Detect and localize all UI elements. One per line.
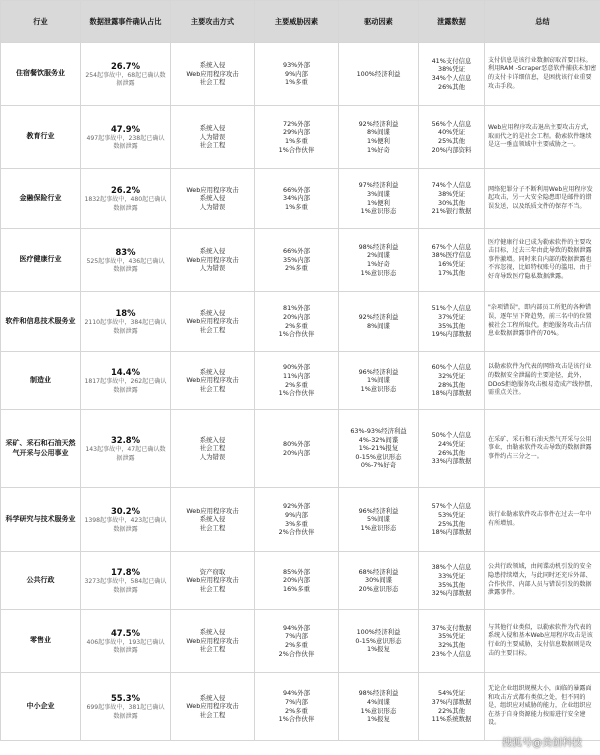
- driver-item: 30%间谍: [365, 576, 392, 585]
- breach-pct-value: 83%: [115, 246, 136, 257]
- table-row: [1, 673, 600, 741]
- threat-item: 94%外部: [283, 689, 310, 698]
- threat-item: 20%内部: [283, 448, 310, 457]
- leaked-item: 35%其他: [438, 321, 465, 330]
- attack-cell: [171, 673, 255, 741]
- attack-item: Web应用程序攻击: [186, 376, 239, 385]
- breach-pct-cell: [81, 410, 171, 488]
- threat-item: 81%外部: [283, 304, 310, 313]
- attack-item: Web应用程序攻击: [186, 69, 239, 78]
- breach-pct-note: 3273起事故中，584起已确认数据泄露: [84, 578, 167, 594]
- leaked-cell: [419, 43, 485, 106]
- summary-cell: 公共行政领域，由间谍动机引发的安全隐患持续增大，与此同时还充斥外部、合作伙伴、内部人员与错误引发的数据泄露事件。: [485, 552, 600, 610]
- leaked-item: 38%个人信息: [431, 563, 472, 572]
- leaked-item: 35%其他: [438, 580, 465, 589]
- leaked-item: 56%个人信息: [431, 119, 472, 128]
- leaked-item: 23%个人信息: [431, 649, 472, 658]
- threat-item: 1%多重: [285, 137, 308, 145]
- leaked-item: 11%系统数据: [431, 715, 472, 724]
- driver-item: 98%经济利益: [358, 242, 399, 251]
- attack-item: 社会工程: [199, 384, 226, 393]
- table-row: [1, 610, 600, 673]
- attack-item: Web应用程序攻击: [186, 702, 239, 711]
- attack-item: 系统入侵: [199, 247, 226, 256]
- driver-cell: [339, 229, 419, 292]
- table-row: [1, 488, 600, 552]
- breach-pct-cell: [81, 552, 171, 610]
- driver-cell: [339, 292, 419, 352]
- table-row: [1, 552, 600, 610]
- threat-item: 2%多重: [285, 641, 308, 649]
- threat-item: 1%多重: [285, 202, 308, 211]
- breach-pct-note: 254起事故中，68起已确认数据泄露: [85, 71, 166, 87]
- summary-cell: 医疗健康行业已成为勒索软件的主要攻击目标，过去三年由此导致的数据泄露事件激增。同时来自内部的数据泄露也不容忽视，比如特权账号的滥用、由于好奇导致医疗隐私数据泄露。: [485, 229, 600, 292]
- threat-cell: [255, 352, 339, 410]
- threat-item: 85%外部: [283, 567, 310, 576]
- driver-item: 1%报复: [367, 715, 390, 724]
- driver-item: 63%-93%经济利益: [350, 427, 407, 436]
- driver-item: 4%间谍: [367, 697, 390, 706]
- leaked-item: 22%其他: [438, 706, 465, 715]
- threat-item: 93%外部: [283, 61, 310, 70]
- breach-pct-cell: [81, 673, 171, 741]
- industry-cell: 制造业: [1, 352, 81, 410]
- driver-cell: [339, 610, 419, 673]
- threat-cell: [255, 169, 339, 229]
- breach-pct-value: 55.3%: [110, 693, 141, 704]
- industry-cell: 医疗健康行业: [1, 229, 81, 292]
- leaked-cell: [419, 552, 485, 610]
- summary-cell: 无论企业组织规模大小，面临的暴露面和攻击方式都有类似之处，但不同的是，组织应对威胁的能力，企业组织应在基于自身资源能力按需进行安全建设。: [485, 673, 600, 741]
- driver-item: 0-15%意识形态: [355, 636, 402, 645]
- leaked-item: 24%凭证: [438, 439, 465, 448]
- threat-item: 1%多重: [285, 78, 308, 87]
- leaked-item: 50%个人信息: [431, 431, 472, 440]
- industry-cell: 公共行政: [1, 552, 81, 610]
- threat-item: 2%多重: [285, 706, 308, 715]
- leaked-item: 57%个人信息: [431, 502, 472, 511]
- table-body: [1, 43, 600, 741]
- driver-item: 96%经济利益: [358, 506, 399, 515]
- threat-item: 1%合作伙伴: [278, 330, 315, 339]
- breach-pct-value: 32.8%: [110, 435, 141, 446]
- driver-item: 1%便利: [367, 198, 390, 207]
- threat-item: 35%内部: [283, 255, 310, 264]
- industry-cell: 住宿餐饮服务业: [1, 43, 81, 106]
- attack-item: 系统入侵: [199, 61, 226, 70]
- threat-item: 16%多重: [283, 584, 310, 593]
- driver-item: 1%好奇: [367, 145, 390, 154]
- leaked-item: 41%支付信息: [431, 56, 472, 65]
- leaked-item: 21%银行数据: [431, 207, 472, 216]
- threat-cell: [255, 292, 339, 352]
- breach-pct-note: 2110起事故中，384起已确认数据泄露: [84, 319, 167, 335]
- leaked-item: 25%其他: [438, 137, 465, 145]
- breach-pct-note: 1817起事故中，262起已确认数据泄露: [84, 378, 167, 394]
- leaked-item: 25%其他: [438, 519, 465, 528]
- threat-item: 3%多重: [285, 519, 308, 528]
- driver-cell: [339, 169, 419, 229]
- leaked-item: 18%内部数据: [431, 389, 472, 398]
- breach-pct-cell: [81, 352, 171, 410]
- driver-item: 92%经济利益: [358, 312, 399, 321]
- attack-item: 社会工程: [199, 523, 226, 532]
- leaked-cell: [419, 410, 485, 488]
- breach-pct-value: 30.2%: [110, 506, 141, 517]
- leaked-item: 60%个人信息: [431, 363, 472, 372]
- leaked-item: 19%内部数据: [431, 330, 472, 339]
- attack-item: 系统入侵: [199, 194, 226, 203]
- threat-item: 66%外部: [283, 185, 310, 194]
- threat-cell: [255, 43, 339, 106]
- driver-item: 5%间谍: [367, 515, 390, 524]
- attack-item: 社会工程: [199, 325, 226, 334]
- attack-item: Web应用程序攻击: [186, 185, 239, 194]
- leaked-item: 33%内部数据: [431, 457, 472, 466]
- breach-pct-value: 26.2%: [110, 185, 141, 196]
- table-row: [1, 106, 600, 169]
- leaked-item: 30%其他: [438, 198, 465, 207]
- breach-pct-note: 497起事故中，238起已确认数据泄露: [86, 134, 165, 150]
- table-row: [1, 292, 600, 352]
- leaked-cell: [419, 169, 485, 229]
- leaked-item: 33%凭证: [438, 571, 465, 580]
- driver-item: 1%意识形态: [360, 207, 397, 216]
- summary-cell: 支付信息是该行业数据窃取首要目标。利用RAM -Scraper恶意软件捕获未加密的支付卡详细信息，是困扰该行业重要攻击手段。: [485, 43, 600, 106]
- summary-cell: Web应用程序攻击退出主要攻击方式，取而代之的是社会工程。勒索软件继续是这一垂直领域中主要威胁之一。: [485, 106, 600, 169]
- leaked-item: 54%凭证: [438, 689, 465, 698]
- summary-cell: 在采矿、采石和石油天然气开采与公用事业，由勒索软件攻击导致的数据泄露事件约占三分之一。: [485, 410, 600, 488]
- attack-item: 人为错误: [199, 132, 226, 141]
- threat-item: 7%内部: [285, 697, 308, 706]
- driver-item: 2%间谍: [367, 251, 390, 260]
- breach-pct-note: 143起事故中，47起已确认数据泄露: [85, 446, 166, 462]
- driver-item: 100%经济利益: [356, 69, 401, 78]
- header-threats: 主要威胁因素: [255, 1, 339, 43]
- driver-item: 1%好奇: [367, 260, 390, 268]
- table-row: [1, 229, 600, 292]
- attack-cell: [171, 488, 255, 552]
- threat-item: 66%外部: [283, 247, 310, 256]
- driver-item: 1%意识形态: [360, 523, 397, 532]
- breach-pct-note: 1832起事故中，480起已确认数据泄露: [84, 196, 167, 212]
- threat-cell: [255, 229, 339, 292]
- attack-cell: [171, 229, 255, 292]
- threat-item: 9%内部: [285, 510, 308, 519]
- breach-pct-cell: [81, 292, 171, 352]
- attack-item: 系统入侵: [199, 435, 226, 444]
- leaked-cell: [419, 673, 485, 741]
- threat-item: 1%合作伙伴: [278, 715, 315, 724]
- driver-cell: [339, 43, 419, 106]
- breach-pct-value: 14.4%: [110, 367, 141, 378]
- driver-cell: [339, 673, 419, 741]
- breach-pct-cell: [81, 169, 171, 229]
- threat-cell: [255, 552, 339, 610]
- table-row: [1, 410, 600, 488]
- leaked-item: 67%个人信息: [431, 242, 472, 251]
- driver-cell: [339, 488, 419, 552]
- threat-item: 20%内部: [283, 576, 310, 585]
- driver-item: 3%间谍: [367, 189, 390, 198]
- leaked-item: 37%支付数据: [431, 623, 472, 632]
- threat-cell: [255, 410, 339, 488]
- driver-item: 100%经济利益: [356, 628, 401, 637]
- leaked-item: 38%凭证: [438, 189, 465, 198]
- driver-item: 1%意识形态: [360, 268, 397, 277]
- summary-cell: 该行业勒索软件攻击事件在过去一年中有所增加。: [485, 488, 600, 552]
- leaked-item: 37%凭证: [438, 312, 465, 321]
- driver-item: 4%-32%间谍: [358, 435, 399, 444]
- summary-cell: 与其他行业类似，以勒索软件为代表的系统入侵和基本Web应用程序攻击是该行业的主要威胁，支付信息数据则是攻击的主要目标。: [485, 610, 600, 673]
- threat-item: 2%多重: [285, 380, 308, 389]
- attack-item: 系统入侵: [199, 124, 226, 133]
- leaked-item: 74%个人信息: [431, 181, 472, 190]
- table-row: [1, 169, 600, 229]
- attack-item: 系统入侵: [199, 308, 226, 317]
- attack-cell: [171, 106, 255, 169]
- driver-item: 1%报复: [367, 645, 390, 654]
- driver-item: 1%意识形态: [360, 384, 397, 393]
- header-attacks: 主要攻击方式: [171, 1, 255, 43]
- header-industry: 行业: [1, 1, 81, 43]
- summary-cell: 以勒索软件为代表的网络攻击是该行业的数据安全泄漏的主要途径，此外，DDoS拒绝服务攻击极易造成产线停摆，需重点关注。: [485, 352, 600, 410]
- breach-pct-value: 17.8%: [110, 567, 141, 578]
- threat-item: 7%内部: [285, 632, 308, 641]
- header-summary: 总结: [485, 1, 600, 43]
- driver-item: 68%经济利益: [358, 567, 399, 576]
- driver-item: 8%间谍: [367, 128, 390, 137]
- attack-item: Web应用程序攻击: [186, 506, 239, 515]
- attack-cell: [171, 410, 255, 488]
- driver-item: 96%经济利益: [358, 367, 399, 376]
- driver-item: 92%经济利益: [358, 119, 399, 128]
- leaked-cell: [419, 106, 485, 169]
- industry-cell: 科学研究与技术服务业: [1, 488, 81, 552]
- attack-cell: [171, 610, 255, 673]
- leaked-item: 26%其他: [438, 82, 465, 91]
- leaked-item: 38%凭证: [438, 65, 465, 74]
- attack-item: 社会工程: [199, 710, 226, 719]
- breach-pct-value: 47.5%: [110, 627, 141, 638]
- leaked-cell: [419, 488, 485, 552]
- attack-item: 系统入侵: [199, 693, 226, 702]
- attack-item: 社会工程: [199, 584, 226, 593]
- breach-pct-cell: [81, 610, 171, 673]
- threat-item: 2%合作伙伴: [278, 528, 315, 537]
- leaked-item: 28%其他: [438, 380, 465, 389]
- industry-cell: 教育行业: [1, 106, 81, 169]
- driver-cell: [339, 552, 419, 610]
- breach-pct-value: 47.9%: [110, 123, 141, 134]
- leaked-cell: [419, 229, 485, 292]
- driver-item: 8%间谍: [367, 321, 390, 330]
- driver-item: 20%意识形态: [358, 584, 399, 593]
- leaked-item: 18%内部数据: [431, 528, 472, 537]
- header-breach-pct: 数据泄露事件确认占比: [81, 1, 171, 43]
- leaked-cell: [419, 292, 485, 352]
- attack-cell: [171, 169, 255, 229]
- threat-cell: [255, 673, 339, 741]
- leaked-item: 51%个人信息: [431, 304, 472, 313]
- attack-item: 系统入侵: [199, 367, 226, 376]
- attack-item: Web应用程序攻击: [186, 255, 239, 264]
- driver-item: 1%便利: [367, 137, 390, 145]
- driver-item: 98%经济利益: [358, 689, 399, 698]
- threat-cell: [255, 610, 339, 673]
- breach-pct-note: 699起事故中，381起已确认数据泄露: [86, 704, 165, 720]
- watermark: 搜狐号@美创科技: [502, 738, 582, 749]
- driver-cell: [339, 352, 419, 410]
- threat-item: 2%多重: [285, 264, 308, 273]
- attack-item: 人为错误: [199, 202, 226, 211]
- attack-item: 人为错误: [199, 452, 226, 461]
- leaked-item: 53%凭证: [438, 510, 465, 519]
- leaked-item: 37%内部数据: [431, 697, 472, 706]
- attack-item: 社会工程: [199, 645, 226, 654]
- attack-item: Web应用程序攻击: [186, 317, 239, 326]
- industry-cell: 零售业: [1, 610, 81, 673]
- attack-item: Web应用程序攻击: [186, 636, 239, 645]
- driver-item: 1%-21%报复: [358, 444, 399, 453]
- leaked-item: 38%医疗信息: [431, 251, 472, 260]
- attack-item: 社会工程: [199, 141, 226, 150]
- leaked-item: 26%其他: [438, 448, 465, 457]
- breach-pct-cell: [81, 229, 171, 292]
- industry-cell: 中小企业: [1, 673, 81, 741]
- leaked-item: 32%凭证: [438, 371, 465, 380]
- attack-item: 社会工程: [199, 78, 226, 87]
- leaked-item: 35%凭证: [438, 632, 465, 641]
- driver-item: 97%经济利益: [358, 181, 399, 190]
- attack-cell: [171, 552, 255, 610]
- attack-item: 资产窃取: [199, 567, 226, 576]
- summary-cell: 网络犯罪分子不断利用Web应用程序发起攻击，另一大安全隐患即是邮件的错误发送，以及纸质文件的保存不当。: [485, 169, 600, 229]
- attack-cell: [171, 292, 255, 352]
- driver-item: 1%间谍: [367, 376, 390, 385]
- threat-item: 90%外部: [283, 363, 310, 372]
- industry-cell: 采矿、采石和石油天然气开采与公用事业: [1, 410, 81, 488]
- attack-item: Web应用程序攻击: [186, 576, 239, 585]
- driver-cell: [339, 410, 419, 488]
- driver-item: 1%意识形态: [360, 706, 397, 715]
- breach-pct-note: 406起事故中，193起已确认数据泄露: [86, 638, 165, 654]
- leaked-item: 17%其他: [438, 268, 465, 277]
- threat-item: 34%内部: [283, 194, 310, 203]
- attack-item: 社会工程: [199, 444, 226, 453]
- threat-item: 9%内部: [285, 69, 308, 78]
- leaked-cell: [419, 352, 485, 410]
- breach-pct-note: 1398起事故中，423起已确认数据泄露: [84, 517, 167, 533]
- table-row: [1, 43, 600, 106]
- leaked-item: 40%凭证: [438, 128, 465, 137]
- driver-item: 0-15%意识形态: [355, 452, 402, 461]
- driver-item: 0%-7%好奇: [360, 461, 397, 470]
- summary-cell: "杂项错误"，即内部员工所犯的各种错误，逐年呈下降趋势，前三名中的位置被社会工程所取代。拒绝服务攻击占信息业数据泄露事件的70%。: [485, 292, 600, 352]
- leaked-item: 32%内部数据: [431, 589, 472, 598]
- breach-pct-cell: [81, 488, 171, 552]
- breach-pct-note: 525起事故中，436起已确认数据泄露: [86, 257, 165, 273]
- threat-item: 72%外部: [283, 119, 310, 128]
- leaked-item: 34%个人信息: [431, 74, 472, 82]
- leaked-item: 20%内部资料: [431, 145, 472, 154]
- driver-cell: [339, 106, 419, 169]
- industry-cell: 软件和信息技术服务业: [1, 292, 81, 352]
- threat-item: 11%内部: [283, 371, 310, 380]
- threat-item: 1%合作伙伴: [278, 389, 315, 398]
- breach-pct-cell: [81, 43, 171, 106]
- threat-item: 1%合作伙伴: [278, 145, 315, 154]
- leaked-item: 16%凭证: [438, 260, 465, 268]
- attack-item: 系统入侵: [199, 515, 226, 524]
- threat-item: 92%外部: [283, 502, 310, 511]
- breach-pct-value: 26.7%: [110, 60, 141, 71]
- table-row: [1, 352, 600, 410]
- threat-item: 80%外部: [283, 439, 310, 448]
- threat-item: 94%外部: [283, 623, 310, 632]
- threat-item: 20%内部: [283, 312, 310, 321]
- threat-item: 29%内部: [283, 128, 310, 137]
- attack-item: 人为错误: [199, 264, 226, 273]
- breach-pct-value: 18%: [115, 308, 136, 319]
- leaked-cell: [419, 610, 485, 673]
- attack-cell: [171, 43, 255, 106]
- leaked-item: 32%其他: [438, 641, 465, 649]
- threat-cell: [255, 488, 339, 552]
- attack-item: 系统入侵: [199, 628, 226, 637]
- threat-item: 2%多重: [285, 321, 308, 330]
- attack-cell: [171, 352, 255, 410]
- header-row: [1, 1, 600, 43]
- industry-cell: 金融保险行业: [1, 169, 81, 229]
- threat-item: 2%合作伙伴: [278, 649, 315, 658]
- threat-cell: [255, 106, 339, 169]
- breach-pct-cell: [81, 106, 171, 169]
- header-leaked-data: 泄露数据: [419, 1, 485, 43]
- header-drivers: 驱动因素: [339, 1, 419, 43]
